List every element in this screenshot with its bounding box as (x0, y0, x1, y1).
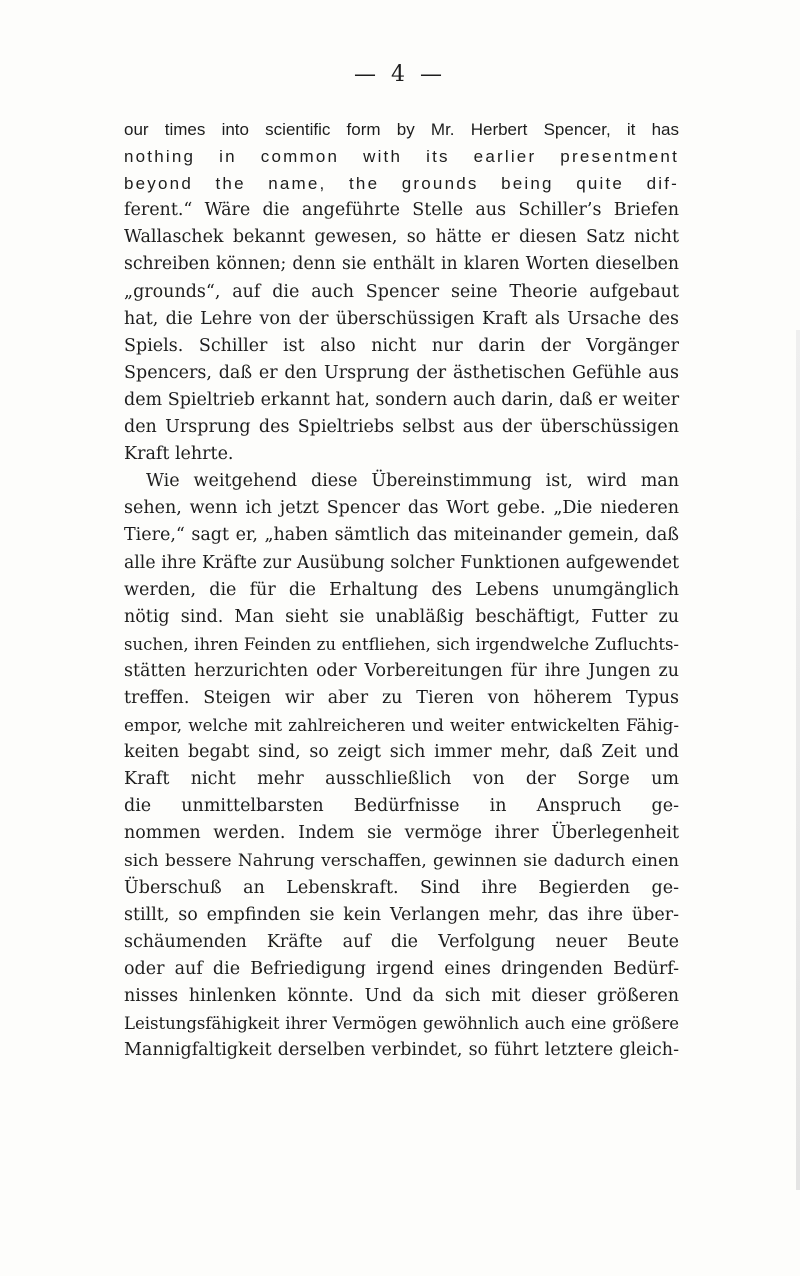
text-line: die unmittelbarsten Bedürfnisse in Anspruch ge- (124, 796, 679, 817)
text-line: Mannigfaltigkeit derselben verbindet, so führt letztere gleich- (124, 1040, 679, 1061)
text-line: our times into scientific form by Mr. Herbert Spencer, it has (124, 120, 679, 139)
text-line: beyond the name, the grounds being quite dif- (124, 174, 679, 194)
text-line: sich bessere Nahrung verschaffen, gewinnen sie dadurch einen (124, 850, 679, 871)
text-line: nötig sind. Man sieht sie unabläßig beschäftigt, Futter zu (124, 606, 679, 627)
text-line: sehen, wenn ich jetzt Spencer das Wort gebe. „Die niederen (124, 498, 679, 519)
text-line: nothing in common with its earlier presentment (124, 147, 679, 167)
text-line: suchen, ihren Feinden zu entfliehen, sich irgendwelche Zufluchts- (124, 634, 679, 654)
text-line: Überschuß an Lebenskraft. Sind ihre Begierden ge- (124, 877, 679, 898)
text-line: stätten herzurichten oder Vorbereitungen für ihre Jungen zu (124, 660, 679, 681)
text-line: „grounds“, auf die auch Spencer seine Theorie aufgebaut (124, 281, 679, 302)
text-line: empor, welche mit zahlreicheren und weiter entwickelten Fähig- (124, 715, 679, 736)
page-edge-shadow (796, 330, 800, 1190)
text-line: treffen. Steigen wir aber zu Tieren von höherem Typus (124, 687, 679, 708)
text-line: hat, die Lehre von der überschüssigen Kraft als Ursache des (124, 308, 679, 329)
text-line: Wallaschek bekannt gewesen, so hätte er diesen Satz nicht (124, 227, 679, 248)
text-line: nisses hinlenken könnte. Und da sich mit dieser größeren (124, 986, 679, 1006)
text-line: stillt, so empfinden sie kein Verlangen mehr, das ihre über- (124, 904, 679, 925)
text-line: Wie weitgehend diese Übereinstimmung ist, wird man (146, 471, 679, 492)
text-line: Leistungsfähigkeit ihrer Vermögen gewöhnlich auch eine größere (124, 1014, 679, 1034)
text-line: keiten begabt sind, so zeigt sich immer mehr, daß Zeit und (124, 742, 679, 763)
text-line: Tiere,“ sagt er, „haben sämtlich das miteinander gemein, daß (124, 525, 679, 546)
text-line: dem Spieltrieb erkannt hat, sondern auch darin, daß er weiter (124, 389, 680, 410)
text-line: Kraft nicht mehr ausschließlich von der Sorge um (124, 769, 679, 790)
text-line: alle ihre Kräfte zur Ausübung solcher Funktionen aufgewendet (124, 552, 679, 573)
text-line: werden, die für die Erhaltung des Lebens unumgänglich (124, 579, 679, 600)
text-line: oder auf die Befriedigung irgend eines dringenden Bedürf- (124, 958, 679, 979)
text-line: Kraft lehrte. (124, 444, 234, 465)
text-line: schreiben können; denn sie enthält in klaren Worten dieselben (124, 254, 679, 275)
page-number: — 4 — (354, 62, 446, 87)
text-line: Spencers, daß er den Ursprung der ästhetischen Gefühle aus (124, 362, 679, 383)
text-line: ferent.“ Wäre die angeführte Stelle aus Schiller’s Briefen (124, 200, 679, 221)
text-line: den Ursprung des Spieltriebs selbst aus der überschüssigen (124, 417, 679, 438)
body-text (124, 116, 679, 1064)
text-line: nommen werden. Indem sie vermöge ihrer Überlegenheit (124, 823, 679, 844)
text-line: schäumenden Kräfte auf die Verfolgung neuer Beute (124, 931, 679, 952)
text-line: Spiels. Schiller ist also nicht nur darin der Vorgänger (124, 335, 679, 356)
